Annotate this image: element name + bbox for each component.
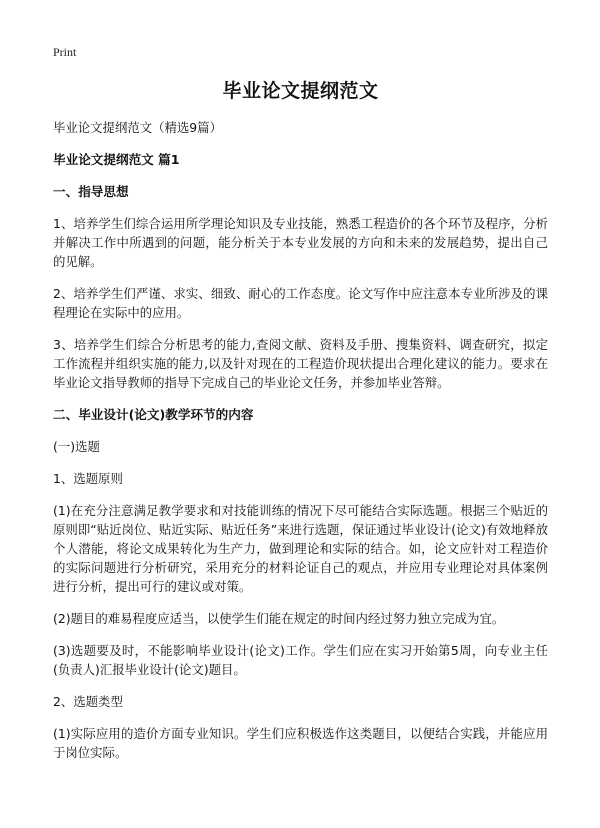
print-label: Print: [53, 45, 77, 59]
paragraph-rule-3: (3)选题要及时，不能影响毕业设计(论文)工作。学生们应在实习开始第5周，向专业主任(负责人)汇报毕业设计(论文)题目。: [53, 643, 548, 677]
paragraph-guideline-3: 3、培养学生们综合分析思考的能力,查阅文献、资料及手册、搜集资料、调查研究，拟定工作流程并组织实施的能力,以及针对现在的工程造价现状提出合理化建议的能力。要求在毕业论文指导教师的指导下完成自己的毕业论文任务，并参加毕业答辩。: [53, 337, 548, 390]
section-heading: 毕业论文提纲范文 篇1: [53, 152, 180, 167]
paragraph-guideline-2: 2、培养学生们严谨、求实、细致、耐心的工作态度。论文写作中应注意本专业所涉及的课程理论在实际中的应用。: [53, 286, 548, 320]
part2-heading: 二、毕业设计(论文)教学环节的内容: [53, 407, 254, 422]
part1-heading: 一、指导思想: [53, 184, 129, 199]
subsection-heading-topic: (一)选题: [53, 439, 100, 454]
paragraph-type-1: (1)实际应用的造价方面专业知识。学生们应积极选作这类题目，以便结合实践，并能应用于岗位实际。: [53, 726, 548, 760]
paragraph-guideline-1: 1、培养学生们综合运用所学理论知识及专业技能，熟悉工程造价的各个环节及程序，分析并解决工作中所遇到的问题，能分析关于本专业发展的方向和未来的发展趋势，提出自己的见解。: [53, 216, 548, 269]
page-title: 毕业论文提纲范文: [222, 80, 379, 102]
document-subtitle: 毕业论文提纲范文（精选9篇）: [53, 120, 222, 135]
paragraph-rule-2: (2)题目的难易程度应适当，以使学生们能在规定的时间内经过努力独立完成为宜。: [53, 611, 505, 626]
topic-principle-heading: 1、选题原则: [53, 471, 123, 486]
topic-type-heading: 2、选题类型: [53, 694, 123, 709]
paragraph-rule-1: (1)在充分注意满足教学要求和对技能训练的情况下尽可能结合实际选题。根据三个贴近的原则即“贴近岗位、贴近实际、贴近任务”来进行选题，保证通过毕业设计(论文)有效地释放个人潜能，将论文成果转化为生产力，做到理论和实际的结合。如，论文应针对工程造价的实际问题进行分析研究，采用充分的材料论证自己的观点，并应用专业理论对具体案例进行分析，提出可行的建议或对策。: [53, 503, 548, 594]
